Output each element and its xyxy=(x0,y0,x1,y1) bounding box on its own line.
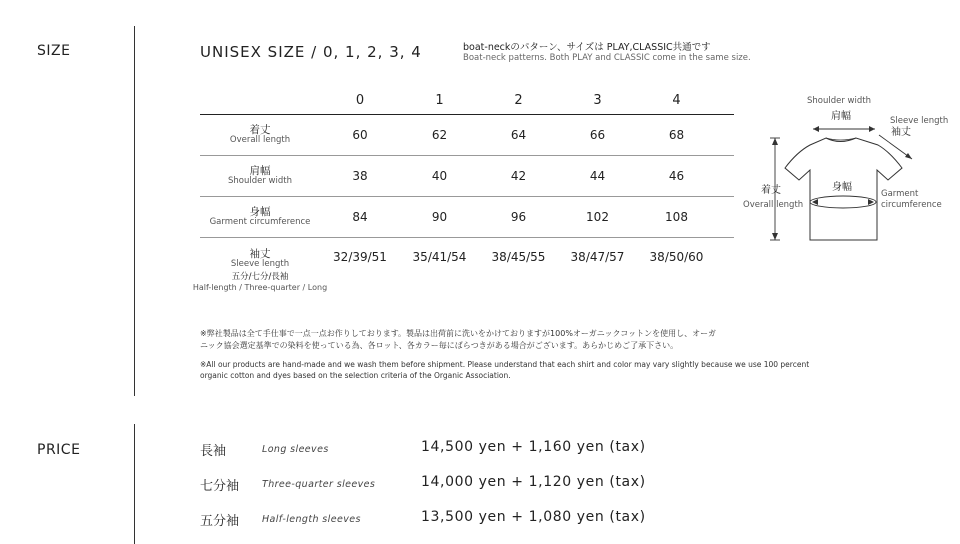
price-value: 13,500 yen + 1,080 yen (tax) xyxy=(421,509,646,525)
table-cell: 44 xyxy=(558,156,637,197)
footnote-jp: ※弊社製品は全て手仕事で一点一点お作りしております。製品は出荷前に洗いをかけておりますが100%オーガニックコットンを使用し、オーガ ニック協会選定基準での染料を使っている為、各ロット、各カラー毎にばらつきがある場合がございます。あらかじめご了承下さい。 xyxy=(200,329,716,350)
diagram-length-jp: 着丈 xyxy=(761,185,781,196)
price-label-en: Three-quarter sleeves xyxy=(262,479,376,490)
table-cell: 42 xyxy=(479,156,558,197)
diagram-length-en: Overall length xyxy=(743,200,804,210)
tshirt-diagram xyxy=(740,90,955,250)
table-cell: 108 xyxy=(637,197,716,238)
size-header-row xyxy=(200,86,734,115)
footnote-en: ※All our products are hand-made and we wash them before shipment. Please understand that each shirt and color may vary slightly because we use 100 percent organic cotton and dyes based on the selection criteria of the Organic Association. xyxy=(200,360,810,380)
size-note-en: Boat-neck patterns. Both PLAY and CLASSIC come in the same size. xyxy=(463,53,751,63)
size-header-1: 1 xyxy=(435,92,444,108)
diagram-body-jp: 身幅 xyxy=(832,182,852,193)
price-label-jp: 長袖 xyxy=(200,444,227,459)
table-cell: 68 xyxy=(637,115,716,156)
size-header-4: 4 xyxy=(672,92,681,108)
table-cell: 38/45/55 xyxy=(479,238,558,303)
price-label-en: Half-length sleeves xyxy=(262,514,361,525)
row-label-garment-circumference: 身幅 Garment circumference xyxy=(209,206,311,228)
table-cell: 60 xyxy=(320,115,400,156)
table-cell: 35/41/54 xyxy=(400,238,479,303)
row-label-overall-length: 着丈 Overall length xyxy=(229,124,291,146)
table-cell: 40 xyxy=(400,156,479,197)
price-divider xyxy=(134,424,135,544)
diagram-sleeve-en: Sleeve length xyxy=(890,116,949,126)
table-cell: 38 xyxy=(320,156,400,197)
row-label-sleeve-length: 袖丈 Sleeve length 五分/七分/長袖 Half-length / Three-quarter / Long xyxy=(192,248,328,292)
price-label-jp: 五分袖 xyxy=(200,514,240,529)
table-cell: 62 xyxy=(400,115,479,156)
diagram-circ-en-1: Garment xyxy=(881,189,919,199)
table-cell: 38/47/57 xyxy=(558,238,637,303)
price-label-jp: 七分袖 xyxy=(200,479,240,494)
table-cell: 46 xyxy=(637,156,716,197)
table-row xyxy=(200,156,734,197)
table-cell: 102 xyxy=(558,197,637,238)
size-table xyxy=(192,86,734,302)
table-cell: 66 xyxy=(558,115,637,156)
diagram-shoulder-jp: 肩幅 xyxy=(831,111,851,122)
table-cell: 84 xyxy=(320,197,400,238)
table-row xyxy=(200,197,734,238)
table-cell: 32/39/51 xyxy=(320,238,400,303)
size-note-jp: boat-neckのパターン、サイズは PLAY,CLASSIC共通です xyxy=(463,42,711,53)
price-value: 14,500 yen + 1,160 yen (tax) xyxy=(421,439,646,455)
circumference-ellipse xyxy=(810,196,876,208)
size-section-label: SIZE xyxy=(37,43,71,59)
table-cell: 90 xyxy=(400,197,479,238)
diagram-sleeve-jp: 袖丈 xyxy=(891,127,911,138)
table-row xyxy=(200,115,734,156)
diagram-circ-en-2: circumference xyxy=(881,200,942,210)
size-divider xyxy=(134,26,135,396)
table-cell: 64 xyxy=(479,115,558,156)
diagram-shoulder-en: Shoulder width xyxy=(807,96,871,106)
price-label-en: Long sleeves xyxy=(262,444,329,455)
size-header-0: 0 xyxy=(355,92,365,108)
price-value: 14,000 yen + 1,120 yen (tax) xyxy=(421,474,646,490)
table-cell: 38/50/60 xyxy=(637,238,716,303)
table-cell: 96 xyxy=(479,197,558,238)
row-label-shoulder-width: 肩幅 Shoulder width xyxy=(228,165,292,187)
size-title: UNISEX SIZE / 0, 1, 2, 3, 4 xyxy=(200,43,422,61)
price-section-label: PRICE xyxy=(37,442,81,458)
size-header-2: 2 xyxy=(514,92,523,108)
size-header-3: 3 xyxy=(593,92,602,108)
table-row xyxy=(200,238,734,303)
